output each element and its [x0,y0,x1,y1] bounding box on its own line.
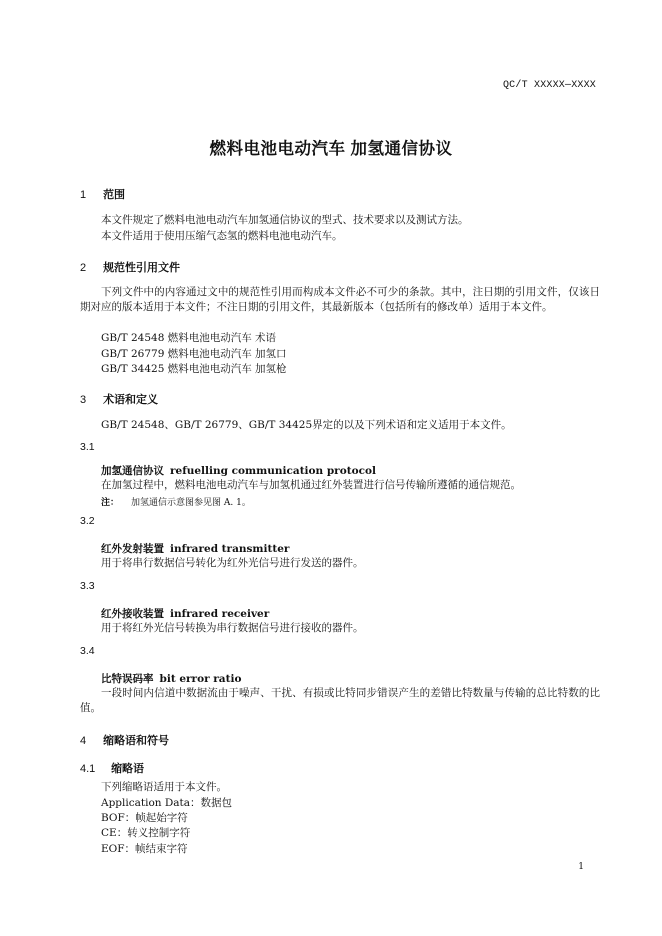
section-2-paragraph [80,285,600,315]
section-title: 规范性引用文件 [103,262,181,274]
reference-item: GB/T 26779 燃料电池电动汽车 加氢口 [101,348,287,360]
term-zh: 红外发射装置 [101,543,164,555]
abbreviation-line: EOF：帧结束字符 [101,843,188,855]
section-title: 范围 [103,189,126,201]
term-definition-paragraph [80,686,600,716]
reference-item: GB/T 24548 燃料电池电动汽车 术语 [101,332,277,344]
term-zh: 加氢通信协议 [101,465,164,477]
term-heading [101,463,376,478]
abbreviation-line: CE：转义控制字符 [101,827,191,839]
term-zh: 红外接收装置 [101,608,164,620]
subsection-4-1-heading [80,760,144,776]
section-1-heading [80,186,125,202]
section-1-line: 本文件规定了燃料电池电动汽车加氢通信协议的型式、技术要求以及测试方法。 [101,214,469,226]
section-title: 缩略语和符号 [103,735,170,747]
term-number: 3.1 [80,441,95,453]
subsection-number: 4.1 [80,763,96,775]
term-definition: 用于将串行数据信号转化为红外光信号进行发送的器件。 [101,557,364,569]
term-heading [101,606,269,621]
term-en: infrared receiver [170,608,270,620]
term-heading [101,671,241,686]
paragraph-text: 下列文件中的内容通过文中的规范性引用而构成本文件必不可少的条款。其中，注日期的引用文件，仅该日期对应的版本适用于本文件；不注日期的引用文件，其最新版本（包括所有的修改单）适用于本文件。 [80,286,600,313]
section-title: 术语和定义 [103,394,159,406]
section-2-heading [80,259,180,275]
term-note [101,495,251,508]
reference-item: GB/T 34425 燃料电池电动汽车 加氢枪 [101,363,287,375]
term-definition: 一段时间内信道中数据流由于噪声、干扰、有损或比特同步错误产生的差错比特数量与传输的总比特数的比值。 [80,687,600,714]
term-definition: 在加氢过程中，燃料电池电动汽车与加氢机通过红外装置进行信号传输所遵循的通信规范。 [101,479,521,491]
term-number: 3.3 [80,580,95,592]
note-label: 注： [101,497,120,507]
abbreviation-line: 下列缩略语适用于本文件。 [101,781,227,793]
section-3-heading [80,391,158,407]
note-text: 加氢通信示意图参见图 A. 1。 [131,498,251,508]
page-number: 1 [578,862,584,872]
section-3-intro: GB/T 24548、GB/T 26779、GB/T 34425界定的以及下列术语和定义适用于本文件。 [101,419,512,431]
section-number: 4 [80,735,87,747]
abbreviation-line: Application Data：数据包 [101,797,233,809]
section-number: 1 [80,189,87,201]
term-number: 3.4 [80,645,95,657]
term-en: refuelling communication protocol [170,465,376,477]
document-title: 燃料电池电动汽车 加氢通信协议 [209,140,453,158]
document-code: QC/T XXXXX—XXXX [502,80,596,91]
section-number: 3 [80,394,87,406]
section-4-heading [80,732,169,748]
abbreviation-line: BOF：帧起始字符 [101,812,188,824]
subsection-title: 缩略语 [111,763,145,775]
term-number: 3.2 [80,515,95,527]
term-en: infrared transmitter [170,543,290,555]
section-number: 2 [80,262,87,274]
term-definition: 用于将红外光信号转换为串行数据信号进行接收的器件。 [101,622,364,634]
section-1-line: 本文件适用于使用压缩气态氢的燃料电池电动汽车。 [101,230,343,242]
term-heading [101,541,289,556]
term-zh: 比特误码率 [101,673,154,685]
term-en: bit error ratio [159,673,242,685]
